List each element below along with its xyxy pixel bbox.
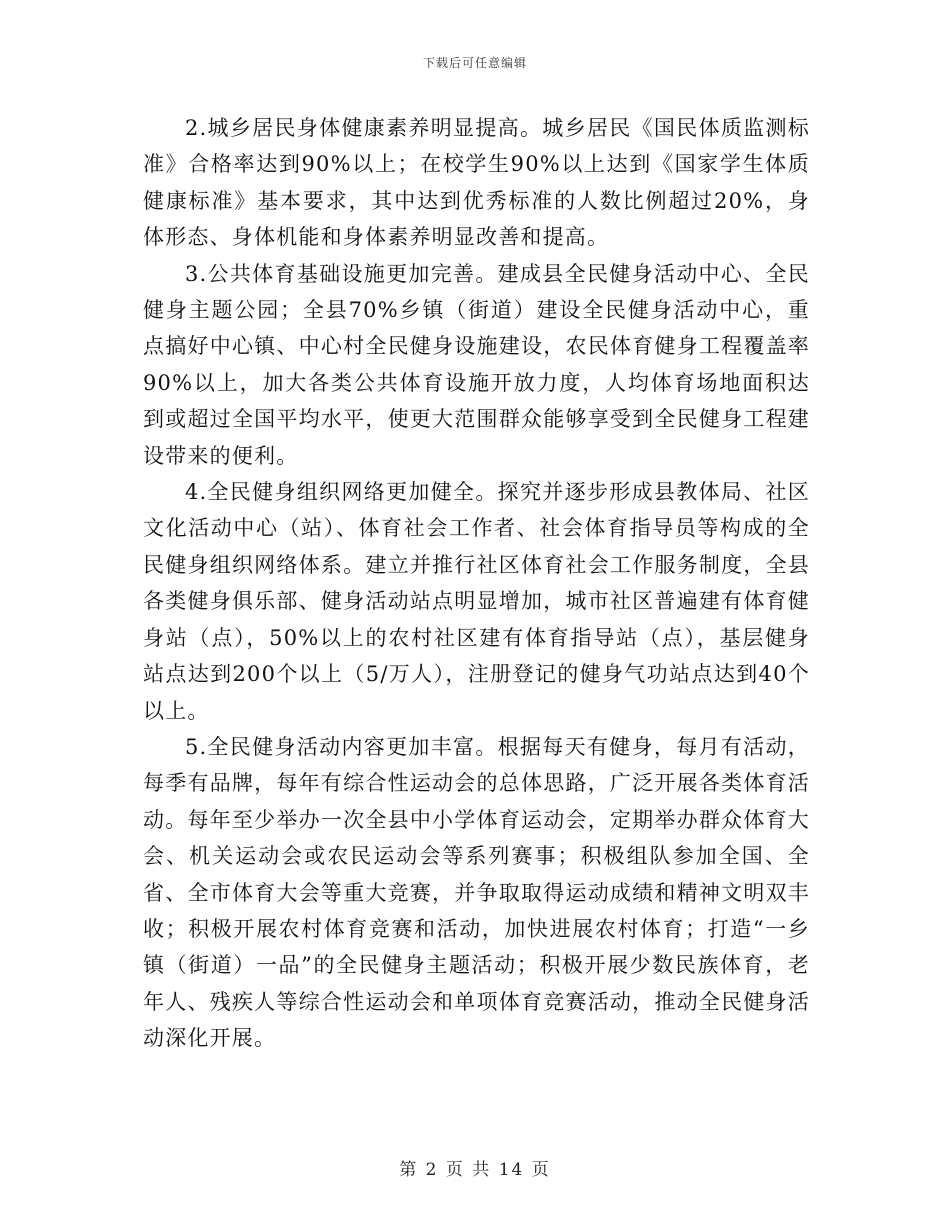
page-footer: 第 2 页 共 14 页 xyxy=(399,1160,551,1180)
paragraph-3-public-facilities: 3.公共体育基础设施更加完善。建成县全民健身活动中心、全民健身主题公园；全县70%乡镇（街道）建设全民健身活动中心，重点搞好中心镇、中心村全民健身设施建设，农民体育健身工程覆盖率90%以上，加大各类公共体育设施开放力度，人均体育场地面积达到或超过全国平均水平，使更大范围群众能够享受到全民健身工程建设带来的便利。 xyxy=(143,261,810,468)
page-header: 下载后可任意编辑 xyxy=(422,56,527,70)
document-body xyxy=(143,110,810,1057)
paragraph-4-organization-network: 4.全民健身组织网络更加健全。探究并逐步形成县教体局、社区文化活动中心（站）、体育社会工作者、社会体育指导员等构成的全民健身组织网络体系。建立并推行社区体育社会工作服务制度，全县各类健身俱乐部、健身活动站点明显增加，城市社区普遍建有体育健身站（点），50%以上的农村社区建有体育指导站（点），基层健身站点达到200个以上（5/万人），注册登记的健身气功站点达到40个以上。 xyxy=(143,480,810,723)
paragraph-2-health-literacy: 2.城乡居民身体健康素养明显提高。城乡居民《国民体质监测标准》合格率达到90%以上；在校学生90%以上达到《国家学生体质健康标准》基本要求，其中达到优秀标准的人数比例超过20%，身体形态、身体机能和身体素养明显改善和提高。 xyxy=(143,116,810,250)
paragraph-5-fitness-activities: 5.全民健身活动内容更加丰富。根据每天有健身，每月有活动，每季有品牌，每年有综合性运动会的总体思路，广泛开展各类体育活动。每年至少举办一次全县中小学体育运动会，定期举办群众体育大会、机关运动会或农民运动会等系列赛事；积极组队参加全国、全省、全市体育大会等重大竞赛，并争取取得运动成绩和精神文明双丰收；积极开展农村体育竞赛和活动，加快进展农村体育；打造“一乡镇（街道）一品”的全民健身主题活动；积极开展少数民族体育，老年人、残疾人等综合性运动会和单项体育竞赛活动，推动全民健身活动深化开展。 xyxy=(143,734,810,1051)
